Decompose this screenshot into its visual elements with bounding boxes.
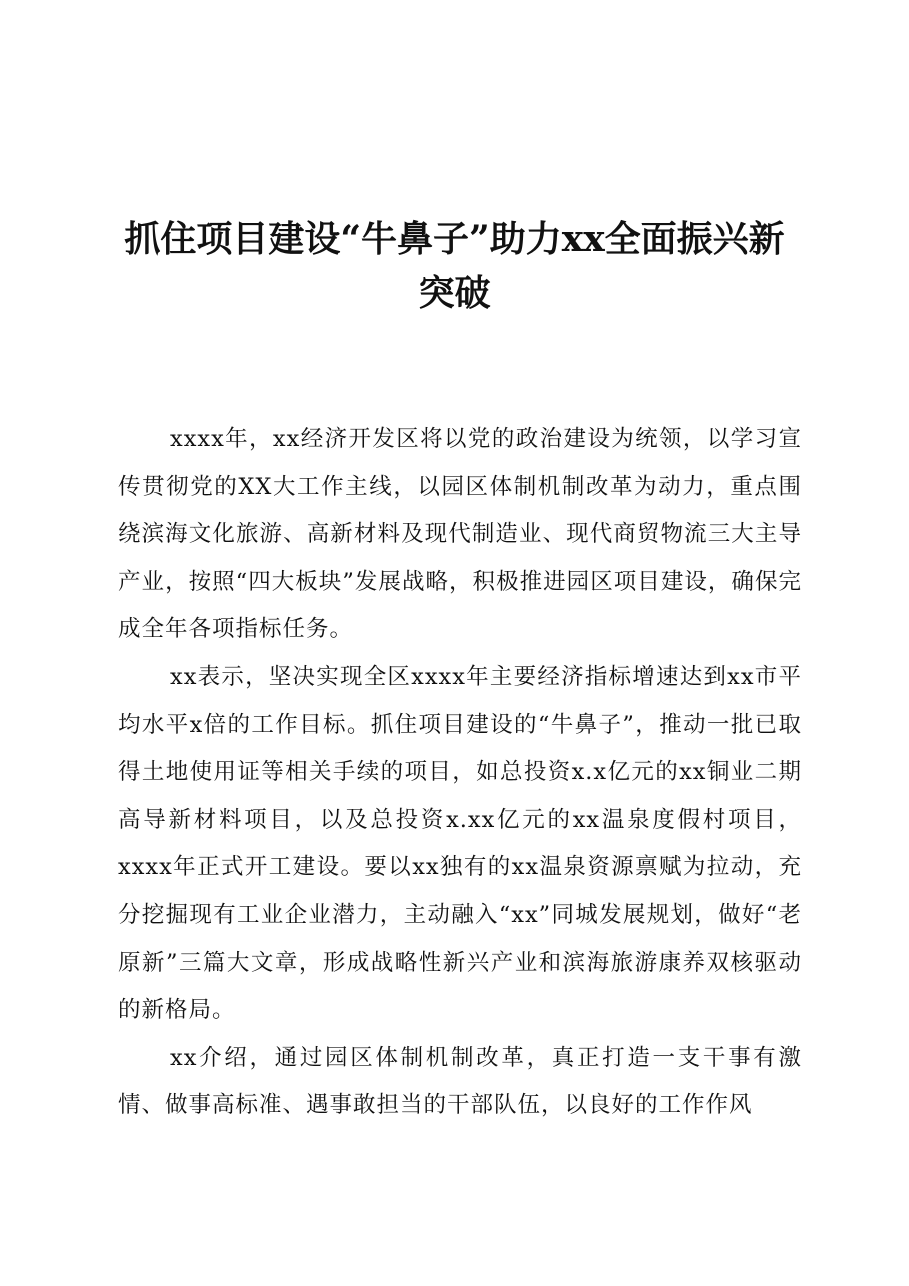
title-line-1: 抓住项目建设“牛鼻子”助力xx全面振兴新: [124, 218, 785, 260]
paragraph-2: xx表示，坚决实现全区xxxx年主要经济指标增速达到xx市平均水平x倍的工作目标。抓住项目建设的“牛鼻子”，推动一批已取得土地使用证等相关手续的项目，如总投资x.x亿元的xx铜业二期高导新材料项目，以及总投资x.xx亿元的xx温泉度假村项目，xxxx年正式开工建设。要以xx独有的xx温泉资源禀赋为拉动，充分挖掘现有工业企业潜力，主动融入“xx”同城发展规划，做好“老原新”三篇大文章，形成战略性新兴产业和滨海旅游康养双核驱动的新格局。: [118, 663, 802, 1024]
document-body: [118, 416, 802, 1130]
paragraph-1: xxxx年，xx经济开发区将以党的政治建设为统领，以学习宣传贯彻党的XX大工作主线，以园区体制机制改革为动力，重点围绕滨海文化旅游、高新材料及现代制造业、现代商贸物流三大主导产业，按照“四大板块”发展战略，积极推进园区项目建设，确保完成全年各项指标任务。: [118, 426, 802, 643]
document-title: [110, 212, 799, 320]
title-line-2: 突破: [418, 272, 491, 314]
paragraph-3: xx介绍，通过园区体制机制改革，真正打造一支干事有激情、做事高标准、遇事敢担当的干部队伍，以良好的工作作风: [118, 1044, 802, 1119]
